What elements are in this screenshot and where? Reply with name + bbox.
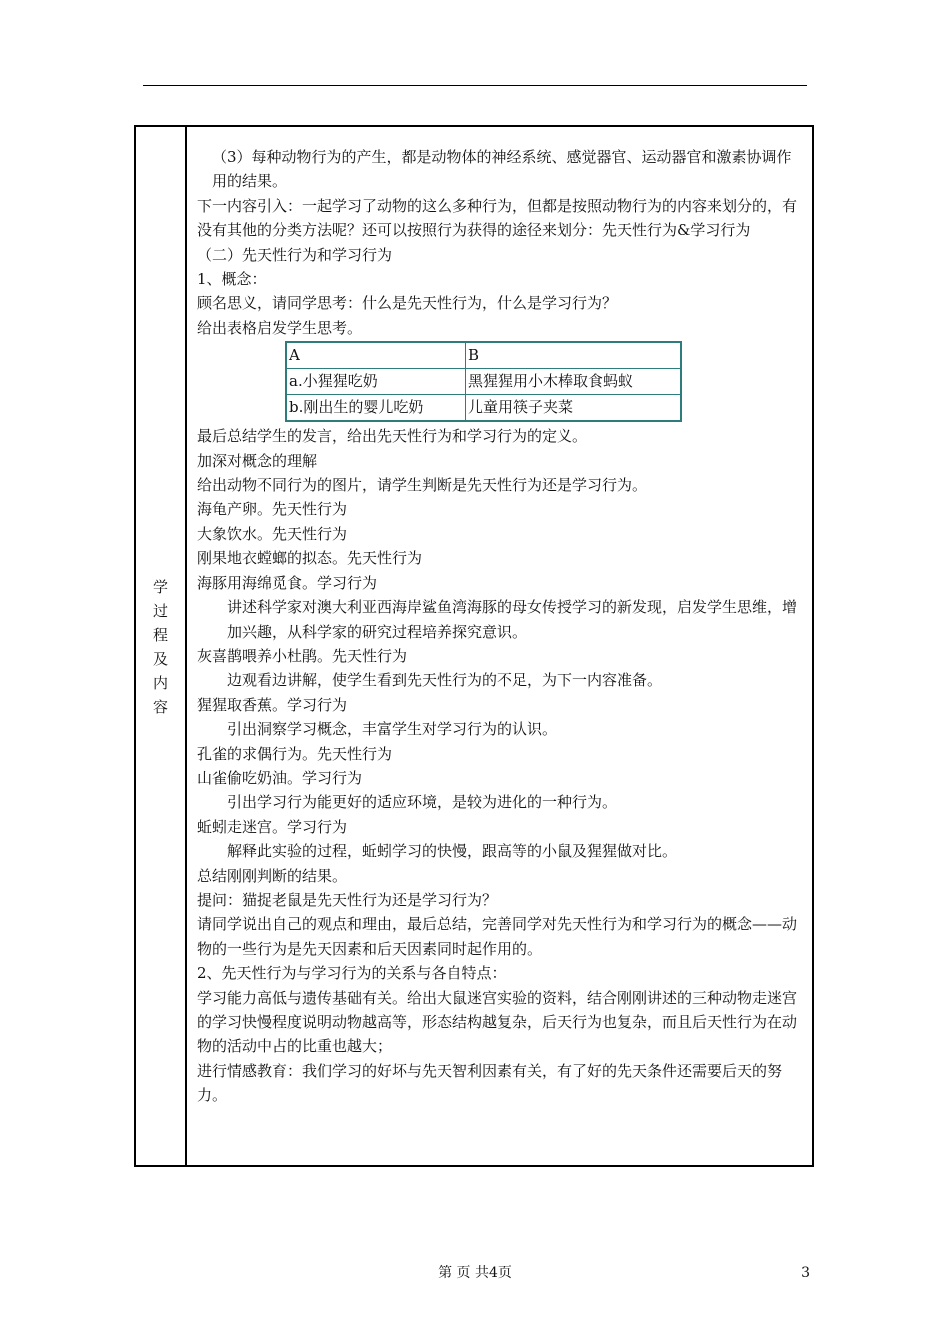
example-table-cell: 儿童用筷子夹菜 [466,395,682,422]
content-paragraph: 猩猩取香蕉。学习行为 [197,695,348,714]
content-paragraph: 讲述科学家对澳大利亚西海岸鲨鱼湾海豚的母女传授学习的新发现，启发学生思维，增加兴趣，从科学家的研究过程培养探究意识。 [227,598,798,641]
section-label-char: 内 [152,674,168,692]
content-top [197,145,805,340]
content-paragraph: 加深对概念的理解 [197,451,318,470]
lesson-content [197,145,805,1108]
content-paragraph: 孔雀的求偶行为。先天性行为 [197,744,393,763]
content-paragraph: 给出表格启发学生思考。 [197,318,363,337]
content-paragraph: 下一内容引入：一起学习了动物的这么多种行为，但都是按照动物行为的内容来划分的，有没有其他的分类方法呢？还可以按照行为获得的途径来划分：先天性行为&学习行为 [197,196,798,240]
content-paragraph: 提问：猫捉老鼠是先天性行为还是学习行为？ [197,890,498,909]
content-paragraph: 灰喜鹊喂养小杜鹃。先天性行为 [197,646,408,665]
section-label-char: 学 [152,578,168,596]
content-paragraph: 海龟产卵。先天性行为 [197,500,348,519]
content-paragraph: 请同学说出自己的观点和理由，最后总结，完善同学对先天性行为和学习行为的概念——动物的一些行为是先天因素和后天因素同时起作用的。 [197,915,798,958]
section-label [136,575,185,719]
content-paragraph: 引出学习行为能更好的适应环境，是较为进化的一种行为。 [227,793,618,812]
content-paragraph: 山雀偷吃奶油。学习行为 [197,768,363,787]
content-paragraph: 2、先天性行为与学习行为的关系与各自特点： [197,964,507,983]
example-table-cell: a.小猩猩吃奶 [286,369,466,395]
content-paragraph: 进行情感教育：我们学习的好坏与先天智利因素有关，有了好的先天条件还需要后天的努力。 [197,1061,783,1105]
header-rule [143,85,807,86]
column-divider [185,125,187,1167]
content-paragraph: 学习能力高低与遗传基础有关。给出大鼠迷宫实验的资料，结合刚刚讲述的三种动物走迷宫的学习快慢程度说明动物越高等，形态结构越复杂，后天行为也复杂，而且后天性行为在动物的活动中占的比重也越大； [197,988,798,1056]
content-paragraph: 引出洞察学习概念，丰富学生对学习行为的认识。 [227,720,558,739]
content-paragraph: 解释此实验的过程，蚯蚓学习的快慢，跟高等的小鼠及猩猩做对比。 [227,842,678,861]
content-paragraph: 蚯蚓走迷宫。学习行为 [197,817,348,836]
content-paragraph: （3）每种动物行为的产生，都是动物体的神经系统、感觉器官、运动器官和激素协调作用的结果。 [212,148,792,191]
example-table-row [286,369,681,395]
section-label-char: 及 [152,650,168,668]
content-paragraph: 刚果地衣螳螂的拟态。先天性行为 [197,549,423,568]
section-label-char: 过 [152,602,168,620]
example-table-row [286,342,681,369]
section-label-char: 容 [152,698,168,716]
example-table-row [286,395,681,422]
footer-page-text: 第 页 共4页 [438,1265,512,1281]
footer-page-number: 3 [801,1265,810,1281]
content-paragraph: 最后总结学生的发言，给出先天性行为和学习行为的定义。 [197,427,588,446]
example-table-cell: B [466,342,682,369]
content-bottom [197,424,805,1107]
content-paragraph: 大象饮水。先天性行为 [197,524,348,543]
example-table-cell: 黑猩猩用小木棒取食蚂蚁 [466,369,682,395]
content-paragraph: 总结刚刚判断的结果。 [197,866,348,885]
content-paragraph: 边观看边讲解，使学生看到先天性行为的不足，为下一内容准备。 [227,671,663,690]
example-table [285,341,682,422]
content-paragraph: （二）先天性行为和学习行为 [197,245,393,264]
example-table-cell: b.刚出生的婴儿吃奶 [286,395,466,422]
example-table-cell: A [286,342,466,369]
content-paragraph: 给出动物不同行为的图片，请学生判断是先天性行为还是学习行为。 [197,476,648,495]
content-paragraph: 顾名思义，请同学思考：什么是先天性行为，什么是学习行为？ [197,294,618,313]
content-paragraph: 1、概念： [197,270,267,289]
section-label-char: 程 [152,626,168,644]
content-paragraph: 海豚用海绵觅食。学习行为 [197,573,378,592]
